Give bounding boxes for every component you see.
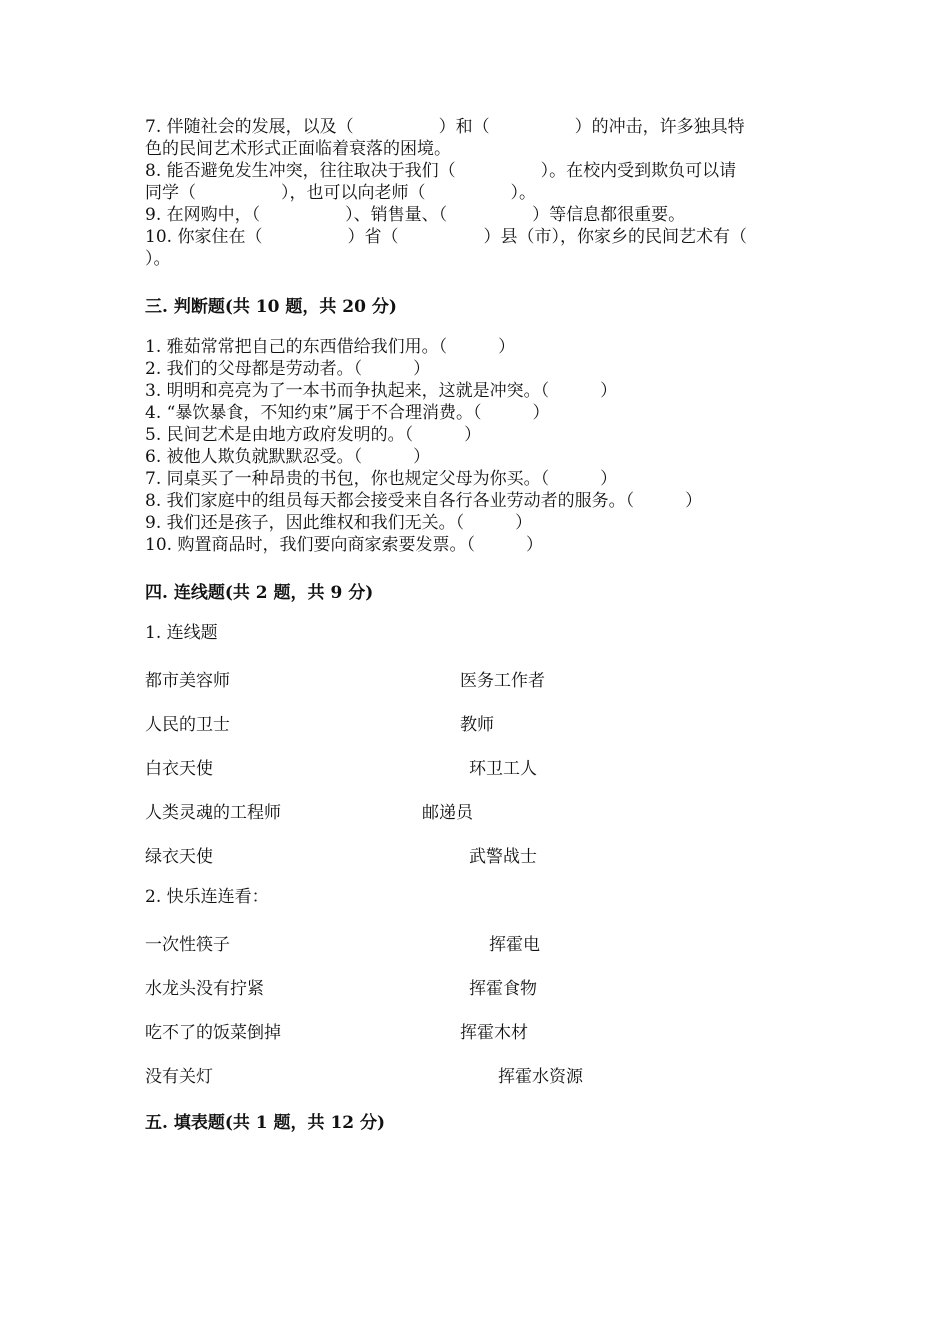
match-right-item: 挥霍木材 (460, 1023, 528, 1043)
judgement-item: 2. 我们的父母都是劳动者。（ ） (145, 359, 431, 379)
match-left-item: 一次性筷子 (145, 935, 230, 955)
match-left-item: 白衣天使 (145, 759, 213, 779)
judgement-item: 6. 被他人欺负就默默忍受。（ ） (145, 447, 431, 467)
match-left-item: 人民的卫士 (145, 715, 230, 735)
match-right-item: 挥霍水资源 (498, 1067, 583, 1087)
matching-question-title: 2. 快乐连连看： (145, 887, 269, 907)
match-right-item: 挥霍电 (489, 935, 540, 955)
match-right-item: 环卫工人 (469, 759, 537, 779)
match-left-item: 水龙头没有拧紧 (145, 979, 264, 999)
fill-blank-line: 色的民间艺术形式正面临着衰落的困境。 (145, 139, 451, 159)
judgement-item: 7. 同桌买了一种昂贵的书包，你也规定父母为你买。（ ） (145, 469, 618, 489)
match-left-item: 没有关灯 (145, 1067, 213, 1087)
fill-blank-line: 同学（ ），也可以向老师（ ）。 (145, 183, 536, 203)
match-left-item: 人类灵魂的工程师 (145, 803, 281, 823)
match-right-item: 武警战士 (469, 847, 537, 867)
match-right-item: 医务工作者 (460, 671, 545, 691)
match-right-item: 挥霍食物 (469, 979, 537, 999)
fill-blank-line: ）。 (145, 249, 171, 269)
section-heading-judgement: 三. 判断题(共 10 题，共 20 分) (145, 297, 397, 317)
section-heading-matching: 四. 连线题(共 2 题，共 9 分) (145, 583, 374, 603)
match-right-item: 教师 (460, 715, 494, 735)
match-left-item: 绿衣天使 (145, 847, 213, 867)
fill-blank-line: 9. 在网购中，（ ）、销售量、（ ）等信息都很重要。 (145, 205, 686, 225)
fill-blank-line: 10. 你家住在（ ）省（ ）县（市），你家乡的民间艺术有（ (145, 227, 747, 247)
judgement-item: 3. 明明和亮亮为了一本书而争执起来，这就是冲突。（ ） (145, 381, 618, 401)
judgement-item: 5. 民间艺术是由地方政府发明的。（ ） (145, 425, 482, 445)
matching-question-title: 1. 连线题 (145, 623, 218, 643)
judgement-item: 1. 雅茹常常把自己的东西借给我们用。（ ） (145, 337, 516, 357)
match-left-item: 吃不了的饭菜倒掉 (145, 1023, 281, 1043)
match-left-item: 都市美容师 (145, 671, 230, 691)
match-right-item: 邮递员 (422, 803, 473, 823)
judgement-item: 9. 我们还是孩子，因此维权和我们无关。（ ） (145, 513, 533, 533)
fill-blank-line: 7. 伴随社会的发展，以及（ ）和（ ）的冲击，许多独具特 (145, 117, 745, 137)
judgement-item: 4. “暴饮暴食，不知约束”属于不合理消费。（ ） (145, 403, 550, 423)
judgement-item: 10. 购置商品时，我们要向商家索要发票。（ ） (145, 535, 543, 555)
section-heading-table: 五. 填表题(共 1 题，共 12 分) (145, 1113, 386, 1133)
fill-blank-line: 8. 能否避免发生冲突，往往取决于我们（ ）。在校内受到欺负可以请 (145, 161, 737, 181)
judgement-item: 8. 我们家庭中的组员每天都会接受来自各行各业劳动者的服务。（ ） (145, 491, 703, 511)
